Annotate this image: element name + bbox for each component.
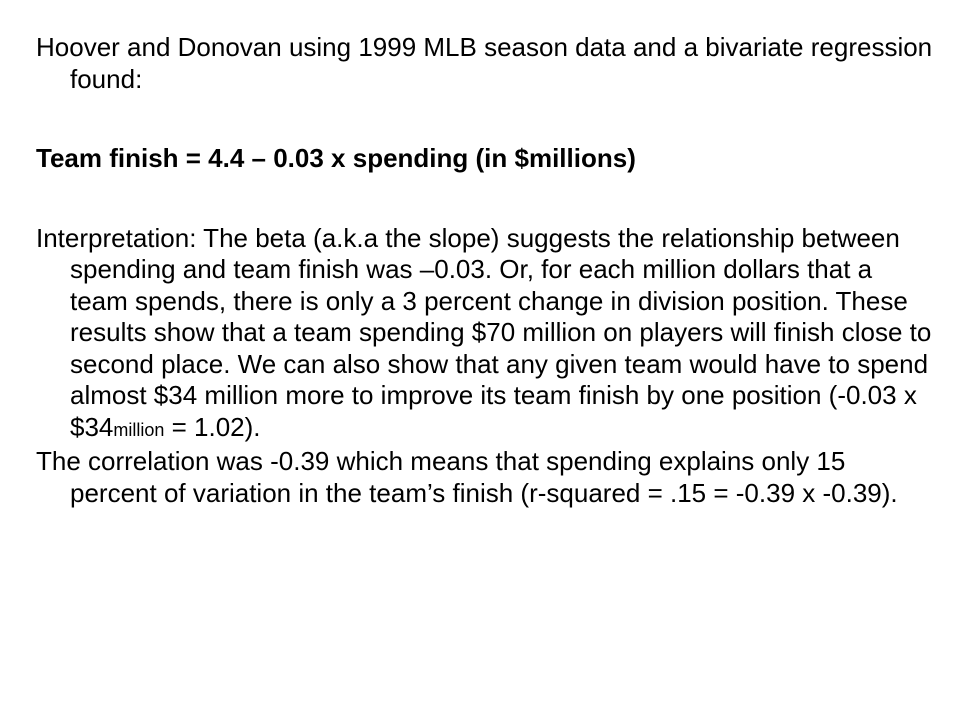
interpretation-main-text: Interpretation: The beta (a.k.a the slope) suggests the relationship between spending and team finish was –0.03. Or, for each million dollars that a team spends, there is only a 3 percent change in division position. These results show that a team spending $70 million on players will finish close to second place. We can also show that any given team would have to spend almost $34 million more to improve its team finish by one position (-0.03 x $34 xyxy=(36,222,932,442)
slide-body xyxy=(36,32,936,509)
interpretation-paragraph xyxy=(36,223,936,447)
intro-paragraph: Hoover and Donovan using 1999 MLB season data and a bivariate regression found: xyxy=(36,32,933,94)
regression-equation: Team finish = 4.4 – 0.03 x spending (in $millions) xyxy=(36,143,636,173)
million-small-text: million xyxy=(113,419,165,440)
interpretation-end-text: = 1.02). xyxy=(164,411,261,442)
correlation-paragraph: The correlation was -0.39 which means that spending explains only 15 percent of variation in the team’s finish (r-squared = .15 = -0.39 x -0.39). xyxy=(36,446,898,508)
